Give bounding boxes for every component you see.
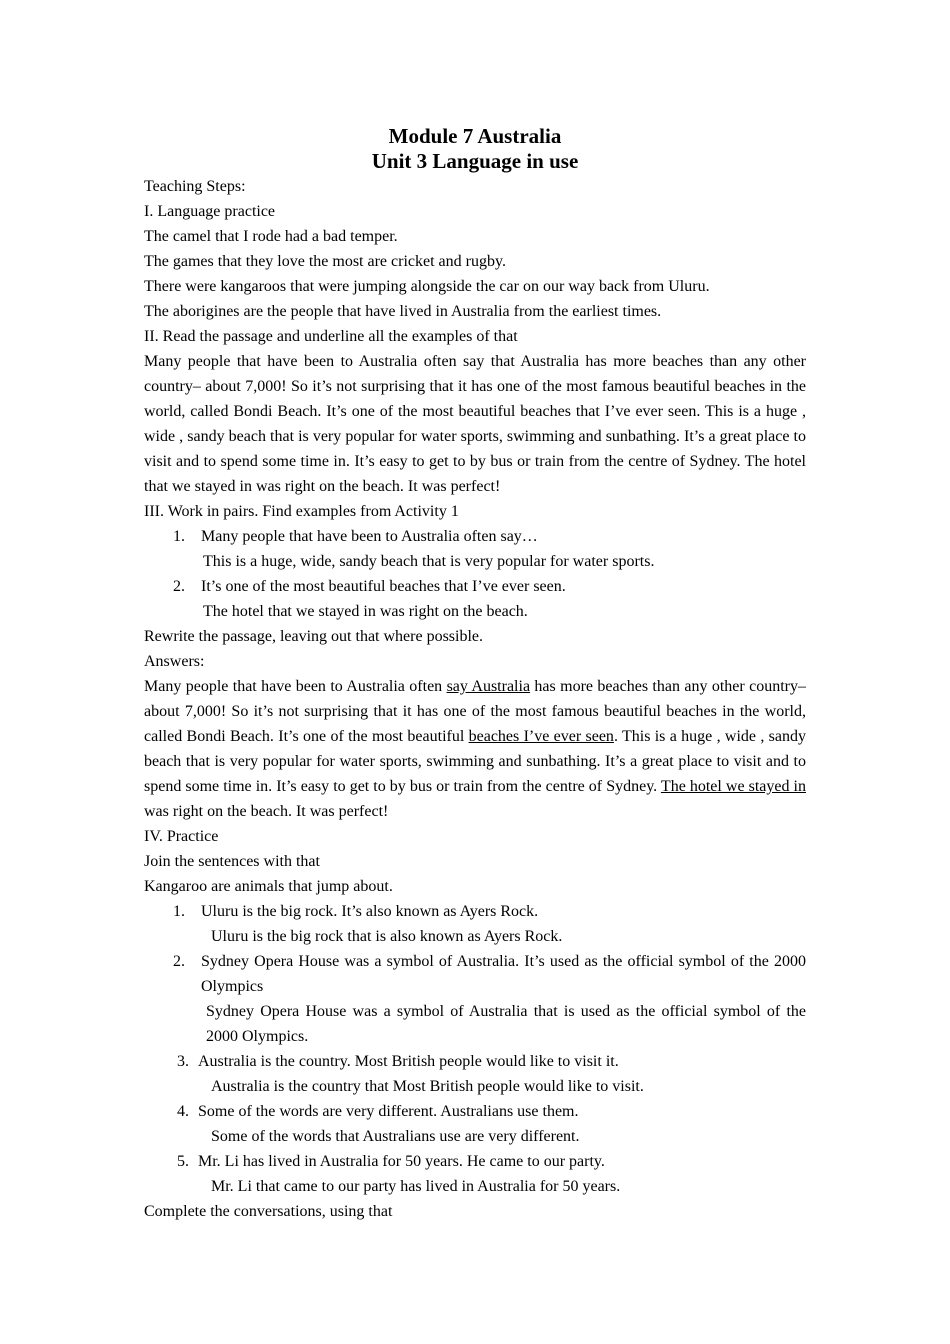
answer-text: was right on the beach. It was perfect! [144,803,389,820]
answer-text: Many people that have been to Australia often [144,678,447,695]
practice-item [144,899,806,924]
section-heading: III. Work in pairs. Find examples from Activity 1 [144,503,459,520]
practice-answer: Sydney Opera House was a symbol of Australia that is used as the official symbol of the 2000 Olympics. [206,1003,806,1045]
list-item [144,524,806,549]
instruction: Complete the conversations, using that [144,1203,393,1220]
section-heading: II. Read the passage and underline all the examples of that [144,328,518,345]
practice-item [144,1049,806,1074]
list-number: 5. [177,1153,189,1170]
practice-item [144,1099,806,1124]
page-title: Module 7 Australia [388,124,562,148]
underlined-answer: The hotel we stayed in [660,778,806,795]
practice-answer: Uluru is the big rock that is also known as Ayers Rock. [211,928,563,945]
example-sentence: Kangaroo are animals that jump about. [144,878,393,895]
list-number: 1. [173,528,185,545]
instruction: Rewrite the passage, leaving out that where possible. [144,628,484,645]
practice-answer: Australia is the country that Most British people would like to visit. [211,1078,644,1095]
underlined-answer: beaches I’ve ever seen [468,728,614,745]
practice-question: Uluru is the big rock. It’s also known as Ayers Rock. [201,903,539,920]
list-item-example: This is a huge, wide, sandy beach that is very popular for water sports. [203,553,655,570]
list-number: 2. [173,578,185,595]
list-item-text: It’s one of the most beautiful beaches that I’ve ever seen. [201,578,566,595]
practice-item [144,949,806,999]
answer-text: . This is a huge , wide , sandy beach that is very popular for water sports, swimming and sunbathing. It’s a great place to visit and to spend some time in. It’s easy to get to by bus or train from the centre of Sydney. [144,728,806,795]
page-subtitle: Unit 3 Language in use [371,149,579,173]
answer-passage [144,674,806,824]
section-heading: I. Language practice [144,203,276,220]
list-number: 1. [173,903,185,920]
example-sentence: The camel that I rode had a bad temper. [144,228,398,245]
example-sentence: The games that they love the most are cricket and rugby. [144,253,506,270]
list-number: 4. [177,1103,189,1120]
instruction: Join the sentences with that [144,853,320,870]
list-item-example: The hotel that we stayed in was right on the beach. [203,603,528,620]
list-item [144,574,806,599]
list-number: 2. [173,953,185,970]
practice-question: Sydney Opera House was a symbol of Australia. It’s used as the official symbol of the 2000 Olympics [201,953,806,995]
practice-answer: Mr. Li that came to our party has lived in Australia for 50 years. [211,1178,621,1195]
answers-label: Answers: [144,653,205,670]
practice-question: Australia is the country. Most British people would like to visit it. [198,1053,619,1070]
teaching-steps-label: Teaching Steps: [144,178,246,195]
reading-passage: Many people that have been to Australia often say that Australia has more beaches than any other country– about 7,000! So it’s not surprising that it has one of the most famous beautiful beaches in the world, called Bondi Beach. It’s one of the most beautiful beaches that I’ve ever seen. This is a huge , wide , sandy beach that is very popular for water sports, swimming and sunbathing. It’s a great place to visit and to spend some time in. It’s easy to get to by bus or train from the centre of Sydney. The hotel that we stayed in was right on the beach. It was perfect! [144,353,806,495]
practice-question: Some of the words are very different. Australians use them. [198,1103,579,1120]
underlined-answer: say Australia [446,678,531,695]
answer-text: has more beaches than any other country– about 7,000! So it’s not surprising that it has one of the most famous beautiful beaches in the world, called Bondi Beach. It’s one of the most beautiful [144,678,806,745]
list-number: 3. [177,1053,189,1070]
example-sentence: There were kangaroos that were jumping alongside the car on our way back from Uluru. [144,278,710,295]
practice-question: Mr. Li has lived in Australia for 50 years. He came to our party. [198,1153,605,1170]
list-item-text: Many people that have been to Australia often say… [201,528,538,545]
example-sentence: The aborigines are the people that have lived in Australia from the earliest times. [144,303,662,320]
section-heading: IV. Practice [144,828,219,845]
practice-answer: Some of the words that Australians use are very different. [211,1128,580,1145]
practice-item [144,1149,806,1174]
document-body [144,124,806,1224]
